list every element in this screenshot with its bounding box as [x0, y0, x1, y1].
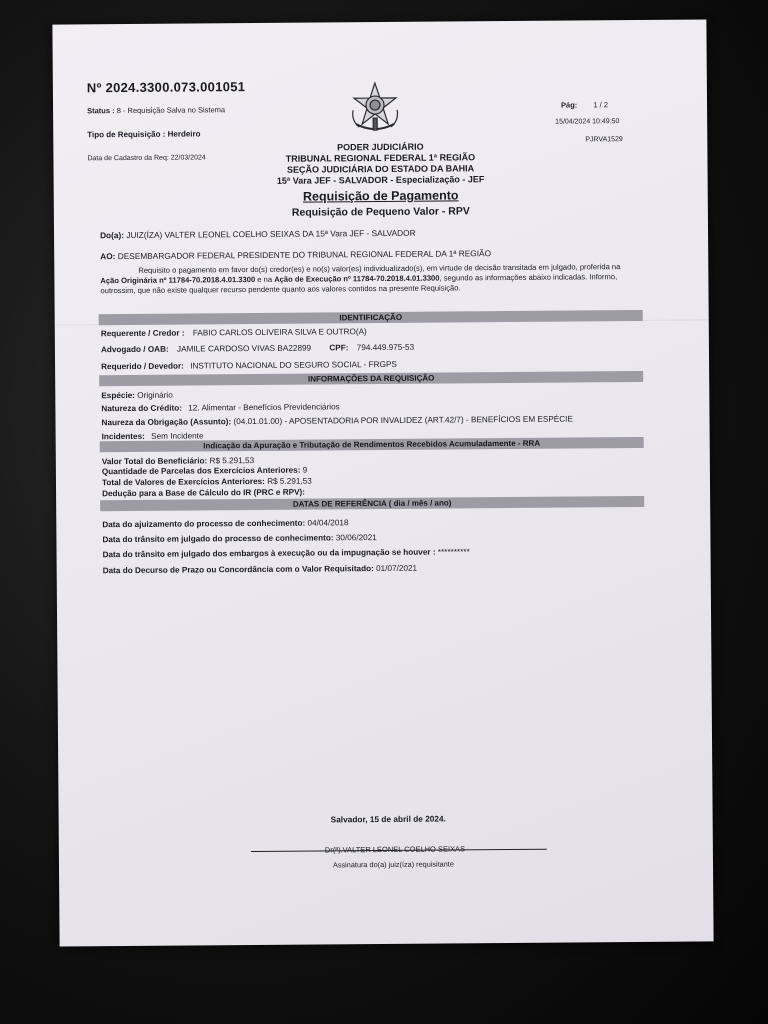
decurso-row	[103, 564, 417, 575]
natureza-value: 12. Alimentar - Benefícios Previdenciários	[188, 402, 340, 413]
especie-label: Espécie:	[101, 390, 136, 401]
requerido-label: Requerido / Devedor:	[101, 361, 184, 372]
requerente-label: Requerente / Credor :	[100, 328, 185, 339]
parcelas-row	[102, 466, 307, 477]
valor-total-row	[102, 456, 254, 466]
requerido-value: INSTITUTO NACIONAL DO SEGURO SOCIAL - FRGPS	[190, 359, 397, 371]
decurso-value: 01/07/2021	[376, 563, 418, 574]
transito-label: Data do trânsito em julgado do processo de conhecimento:	[102, 533, 334, 545]
to-label: AO:	[100, 251, 116, 262]
header-tribunal: TRIBUNAL REGIONAL FEDERAL 1ª REGIÃO	[285, 152, 476, 164]
paragraph-part1: Requisito o pagamento em favor do(s) credor(es) e no(s) valor(es) individualizado(s), em virtude de decisão transitada em julgado, proferida na	[138, 262, 621, 275]
obrigacao-value: (04.01.01.00) - APOSENTADORIA POR INVALIDEZ (ART.42/7) - BENEFÍCIOS EM ESPÉCIE	[233, 414, 573, 427]
requerido-row	[101, 360, 397, 371]
obrigacao-label: Naureza da Obrigação (Assunto):	[101, 417, 232, 428]
status-line	[87, 105, 225, 115]
request-paragraph	[100, 262, 640, 296]
incidentes-label: Incidentes:	[101, 431, 145, 442]
signer-role: Assinatura do(a) juiz(íza) requisitante	[332, 859, 454, 870]
page-subtitle: Requisição de Pequeno Valor - RPV	[291, 205, 470, 219]
from-line	[100, 228, 416, 240]
tipo-value: Herdeiro	[167, 129, 201, 139]
cpf-label: CPF:	[329, 343, 349, 353]
paragraph-part3: , segundo as informações abaixo indicadas. Informo, outrossim, que não existe qualquer recurso pendente quanto aos valores contidos na presente Requisição.	[100, 272, 618, 296]
deducao-row	[102, 488, 305, 499]
cpf-value: 794.449.975-53	[356, 342, 415, 353]
page-value: 1 / 2	[593, 100, 609, 110]
acao-originaria: Ação Originária nº 11784-70.2018.4.01.3300	[100, 274, 256, 286]
status-value: 8 - Requisição Salva no Sistema	[116, 105, 226, 116]
embargos-row	[103, 547, 470, 559]
incidentes-value: Sem Incidente	[151, 431, 204, 441]
from-value: JUIZ(ÍZA) VALTER LEONEL COELHO SEIXAS DA 15ª Vara JEF - SALVADOR	[126, 227, 416, 241]
valor-total-label: Valor Total do Beneficiário:	[101, 456, 208, 467]
especie-value: Originário	[137, 390, 173, 400]
to-line	[100, 248, 491, 261]
page-label: Pág:	[561, 100, 578, 110]
header-poder: PODER JUDICIÁRIO	[337, 141, 424, 153]
header-vara: 15ª Vara JEF - SALVADOR - Especialização - JEF	[276, 174, 485, 186]
signer-name: Dr(ª).VALTER LEONEL COELHO SEIXAS	[324, 844, 466, 855]
timestamp: 15/04/2024 10:49:50	[555, 118, 620, 126]
advogado-row	[101, 343, 414, 354]
requisition-number: Nº 2024.3300.073.001051	[86, 79, 246, 96]
especie-row	[101, 391, 173, 401]
header-secao: SEÇÃO JUDICIÁRIA DO ESTADO DA BAHIA	[286, 163, 475, 175]
total-exercicios-value: R$ 5.291,53	[267, 476, 312, 486]
deducao-label: Dedução para a Base de Cálculo do IR (PRC e RPV):	[102, 487, 306, 499]
to-value: DESEMBARGADOR FEDERAL PRESIDENTE DO TRIBUNAL REGIONAL FEDERAL DA 1ª REGIÃO	[117, 248, 492, 262]
advogado-label: Advogado / OAB:	[100, 344, 169, 355]
parcelas-value: 9	[302, 465, 308, 475]
document-page	[52, 19, 713, 946]
from-label: Do(a):	[100, 230, 125, 241]
requerente-row	[101, 327, 367, 338]
total-exercicios-label: Total de Valores de Exercícios Anteriores:	[101, 476, 265, 488]
section-datas: DATAS DE REFERÊNCIA ( dia / mês / ano)	[100, 496, 644, 511]
parcelas-label: Quantidade de Parcelas dos Exercícios Anteriores:	[101, 465, 301, 477]
obrigacao-row	[101, 415, 572, 428]
section-rra: Indicação da Apuração e Tributação de Rendimentos Recebidos Acumuladamente - RRA	[100, 437, 644, 452]
place-date: Salvador, 15 de abril de 2024.	[330, 813, 446, 825]
ajuizamento-row	[102, 518, 348, 529]
natureza-label: Natureza do Crédito:	[101, 403, 182, 414]
brazil-coat-of-arms-icon	[347, 80, 403, 136]
ajuizamento-value: 04/04/2018	[307, 518, 349, 528]
decurso-label: Data do Decurso de Prazo ou Concordância com o Valor Requisitado:	[102, 564, 374, 576]
page-indicator	[561, 100, 608, 109]
embargos-label: Data do trânsito em julgado dos embargos à execução ou da impugnação se houver :	[102, 547, 436, 560]
document-code: PJRVA1529	[585, 136, 623, 144]
status-label: Status :	[87, 106, 115, 116]
total-exercicios-row	[102, 477, 312, 488]
natureza-row	[101, 402, 339, 413]
ajuizamento-label: Data do ajuizamento do processo de conhecimento:	[102, 518, 306, 530]
advogado-value: JAMILE CARDOSO VIVAS BA22899	[176, 343, 312, 354]
data-cadastro: Data de Cadastro da Req: 22/03/2024	[87, 154, 206, 163]
section-informacoes: INFORMAÇÕES DA REQUISIÇÃO	[99, 371, 643, 386]
embargos-value: **********	[437, 547, 470, 557]
transito-value: 30/06/2021	[335, 533, 377, 543]
acao-execucao: Ação de Execução nº 11784-70.2018.4.01.3300	[274, 273, 440, 284]
valor-total-value: R$ 5.291,53	[209, 456, 255, 466]
page-title: Requisição de Pagamento	[302, 188, 459, 204]
tipo-line	[87, 129, 200, 139]
tipo-label: Tipo de Requisição :	[87, 129, 166, 140]
paragraph-part2: e na	[257, 274, 273, 284]
transito-row	[102, 533, 376, 544]
requerente-value: FABIO CARLOS OLIVEIRA SILVA E OUTRO(A)	[192, 327, 367, 338]
section-identificacao: IDENTIFICAÇÃO	[99, 310, 643, 325]
